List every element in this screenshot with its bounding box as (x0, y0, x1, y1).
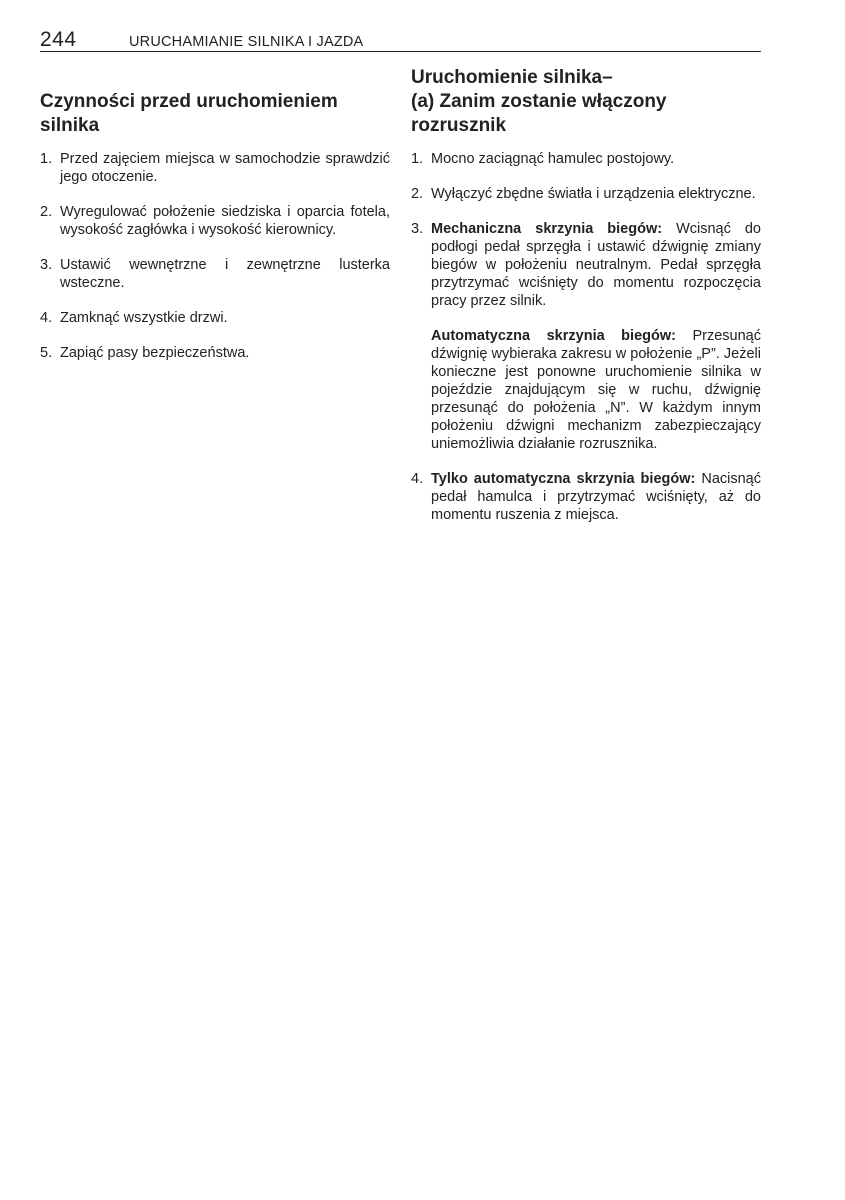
item-text: Przesunąć dźwignię wybieraka zakresu w położenie „P”. Jeżeli konieczne jest ponowne uruchomienie silnika w pojeździe znajdującym się w ruchu, dźwignię przesunąć do położenia „N”. W każdym innym położeniu dźwigni mechanizm zabezpieczający uniemożliwia działanie rozrusznika. (431, 328, 761, 452)
automatic-transmission-label: Automatyczna skrzynia biegów: (431, 328, 676, 344)
item-number: 4. (40, 310, 53, 326)
item-text: Wyregulować położenie siedziska i oparcia fotela, wysokość zagłówka i wysokość kierownicy. (60, 204, 390, 238)
item-number: 2. (411, 186, 424, 202)
item-text: Zamknąć wszystkie drzwi. (60, 310, 228, 326)
section-heading-engine-start (411, 66, 761, 138)
heading-line: Czynności przed uruchomieniem (40, 91, 338, 112)
running-title: URUCHAMIANIE SILNIKA I JAZDA (129, 34, 364, 50)
item-number: 2. (40, 204, 53, 220)
item-number: 4. (411, 471, 424, 487)
page-header (40, 28, 760, 52)
engine-start-steps (411, 150, 761, 541)
item-number: 1. (411, 151, 424, 167)
automatic-transmission-paragraph (431, 327, 761, 453)
heading-line: Uruchomienie silnika– (411, 67, 613, 88)
list-item (40, 256, 390, 292)
item-text: Mocno zaciągnąć hamulec postojowy. (431, 151, 675, 167)
item-number: 3. (40, 257, 53, 273)
pre-start-checklist (40, 150, 390, 379)
list-item (411, 470, 761, 524)
item-number: 1. (40, 151, 53, 167)
item-text: Zapiąć pasy bezpieczeństwa. (60, 345, 250, 361)
heading-line: silnika (40, 115, 100, 136)
manual-transmission-label: Mechaniczna skrzynia biegów: (431, 221, 663, 237)
list-item (411, 185, 761, 203)
section-heading-before-start (40, 90, 390, 138)
automatic-only-label: Tylko automatyczna skrzynia biegów: (431, 471, 696, 487)
manual-transmission-paragraph (431, 220, 761, 310)
heading-line: (a) Zanim zostanie włączony (411, 91, 667, 112)
list-item (411, 220, 761, 453)
header-rule (40, 51, 761, 52)
list-item (411, 150, 761, 168)
item-text: Wyłączyć zbędne światła i urządzenia elektryczne. (431, 186, 756, 202)
item-text: Wcisnąć do podłogi pedał sprzęgła i ustawić dźwignię zmiany biegów w położeniu neutralnym. Pedał sprzęgła przytrzymać wciśnięty do momentu rozpoczęcia pracy przez silnik. (431, 221, 761, 309)
item-number: 5. (40, 345, 53, 361)
list-item (40, 344, 390, 362)
list-item (40, 150, 390, 186)
list-item (40, 309, 390, 327)
item-text: Przed zajęciem miejsca w samochodzie sprawdzić jego otoczenie. (60, 151, 390, 185)
heading-line: rozrusznik (411, 115, 507, 136)
item-text: Nacisnąć pedał hamulca i przytrzymać wciśnięty, aż do momentu ruszenia z miejsca. (431, 471, 761, 523)
page-number: 244 (40, 28, 77, 51)
item-text: Ustawić wewnętrzne i zewnętrzne lusterka wsteczne. (60, 257, 390, 291)
list-item (40, 203, 390, 239)
item-number: 3. (411, 221, 424, 237)
